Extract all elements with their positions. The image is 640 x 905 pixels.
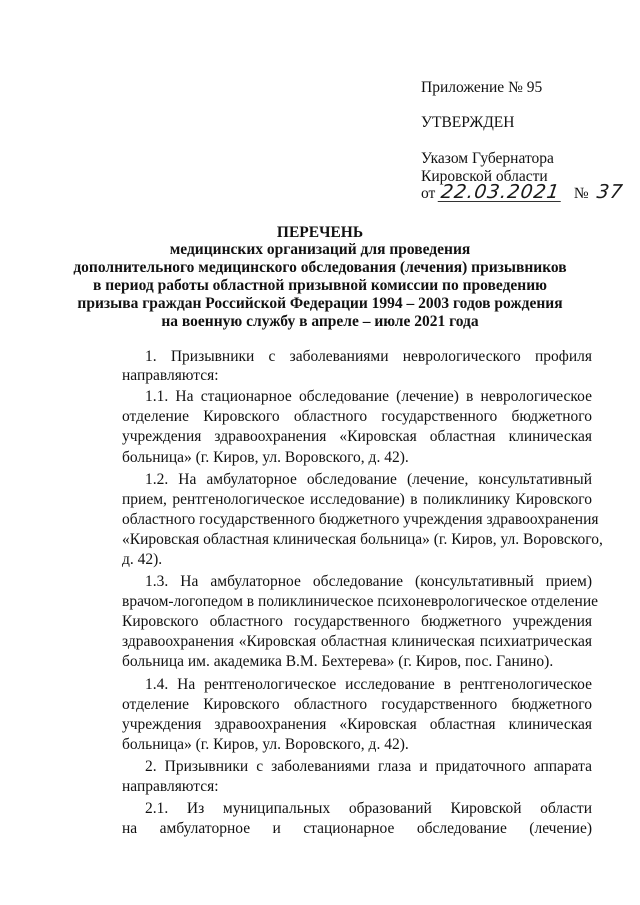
handwritten-number: 37 [595, 181, 625, 203]
paragraph-line: направляются: [122, 367, 219, 384]
paragraph-line: д. 42). [122, 551, 163, 568]
paragraph-line: 2. Призывники с заболеваниями глаза и придаточного аппарата [145, 758, 592, 775]
paragraph-line: больница им. академика В.М. Бехтерева» (г. Киров, пос. Ганино). [122, 653, 554, 670]
paragraph-line: на амбулаторное и стационарное обследование (лечение) [122, 820, 592, 837]
paragraph-line: больница» (г. Киров, ул. Воровского, д. 42). [122, 736, 409, 753]
paragraph-line: Кировского областного государственного бюджетного учреждения [122, 613, 592, 630]
from-label: от [421, 185, 436, 202]
paragraph-line: учреждения здравоохранения «Кировская областная клиническая [122, 716, 592, 733]
paragraph-line: 1.3. На амбулаторное обследование (консультативный прием) [145, 573, 592, 590]
title-line: на военную службу в апреле – июле 2021 года [161, 313, 479, 330]
title-line: призыва граждан Российской Федерации 1994 – 2003 годов рождения [77, 295, 563, 312]
appendix-number: Приложение № 95 [421, 79, 543, 96]
paragraph-line: направляются: [122, 778, 219, 795]
paragraph-line: отделение Кировского областного государственного бюджетного [122, 408, 592, 425]
paragraph-line: 2.1. Из муниципальных образований Кировской области [145, 800, 592, 817]
paragraph-line: отделение Кировского областного государственного бюджетного [122, 696, 592, 713]
paragraph-line: 1.4. На рентгенологическое исследование в рентгенологическое [145, 676, 592, 693]
paragraph-line: врачом-логопедом в поликлиническое психоневрологическое отделение [122, 593, 598, 610]
title-line: в период работы областной призывной комиссии по проведению [93, 277, 547, 294]
paragraph-line: больница» (г. Киров, ул. Воровского, д. 42). [122, 449, 409, 466]
title-line: дополнительного медицинского обследования (лечения) призывников [73, 259, 567, 276]
paragraph-line: 1.1. На стационарное обследование (лечение) в неврологическое [145, 388, 592, 405]
approved-label: УТВЕРЖДЕН [421, 114, 515, 131]
paragraph-line: прием, рентгенологическое исследование) в поликлинику Кировского [122, 491, 592, 508]
decree-line-2: Кировской области [421, 168, 548, 185]
paragraph-line: 1. Призывники с заболеваниями неврологического профиля [145, 348, 592, 365]
paragraph-line: областного государственного бюджетного учреждения здравоохранения [122, 511, 599, 528]
paragraph-line: «Кировская областная клиническая больница» (г. Киров, ул. Воровского, [122, 531, 603, 548]
paragraph-line: учреждения здравоохранения «Кировская областная клиническая [122, 428, 592, 445]
handwritten-date: 22.03.2021 [439, 181, 562, 203]
title-line: медицинских организаций для проведения [169, 241, 471, 258]
number-label: № [573, 185, 589, 202]
title-heading: ПЕРЕЧЕНЬ [276, 224, 364, 241]
paragraph-line: здравоохранения «Кировская областная клиническая психиатрическая [122, 633, 592, 650]
decree-line-1: Указом Губернатора [421, 150, 554, 167]
decree-date-line [421, 183, 623, 203]
paragraph-line: 1.2. На амбулаторное обследование (лечение, консультативный [145, 471, 592, 488]
